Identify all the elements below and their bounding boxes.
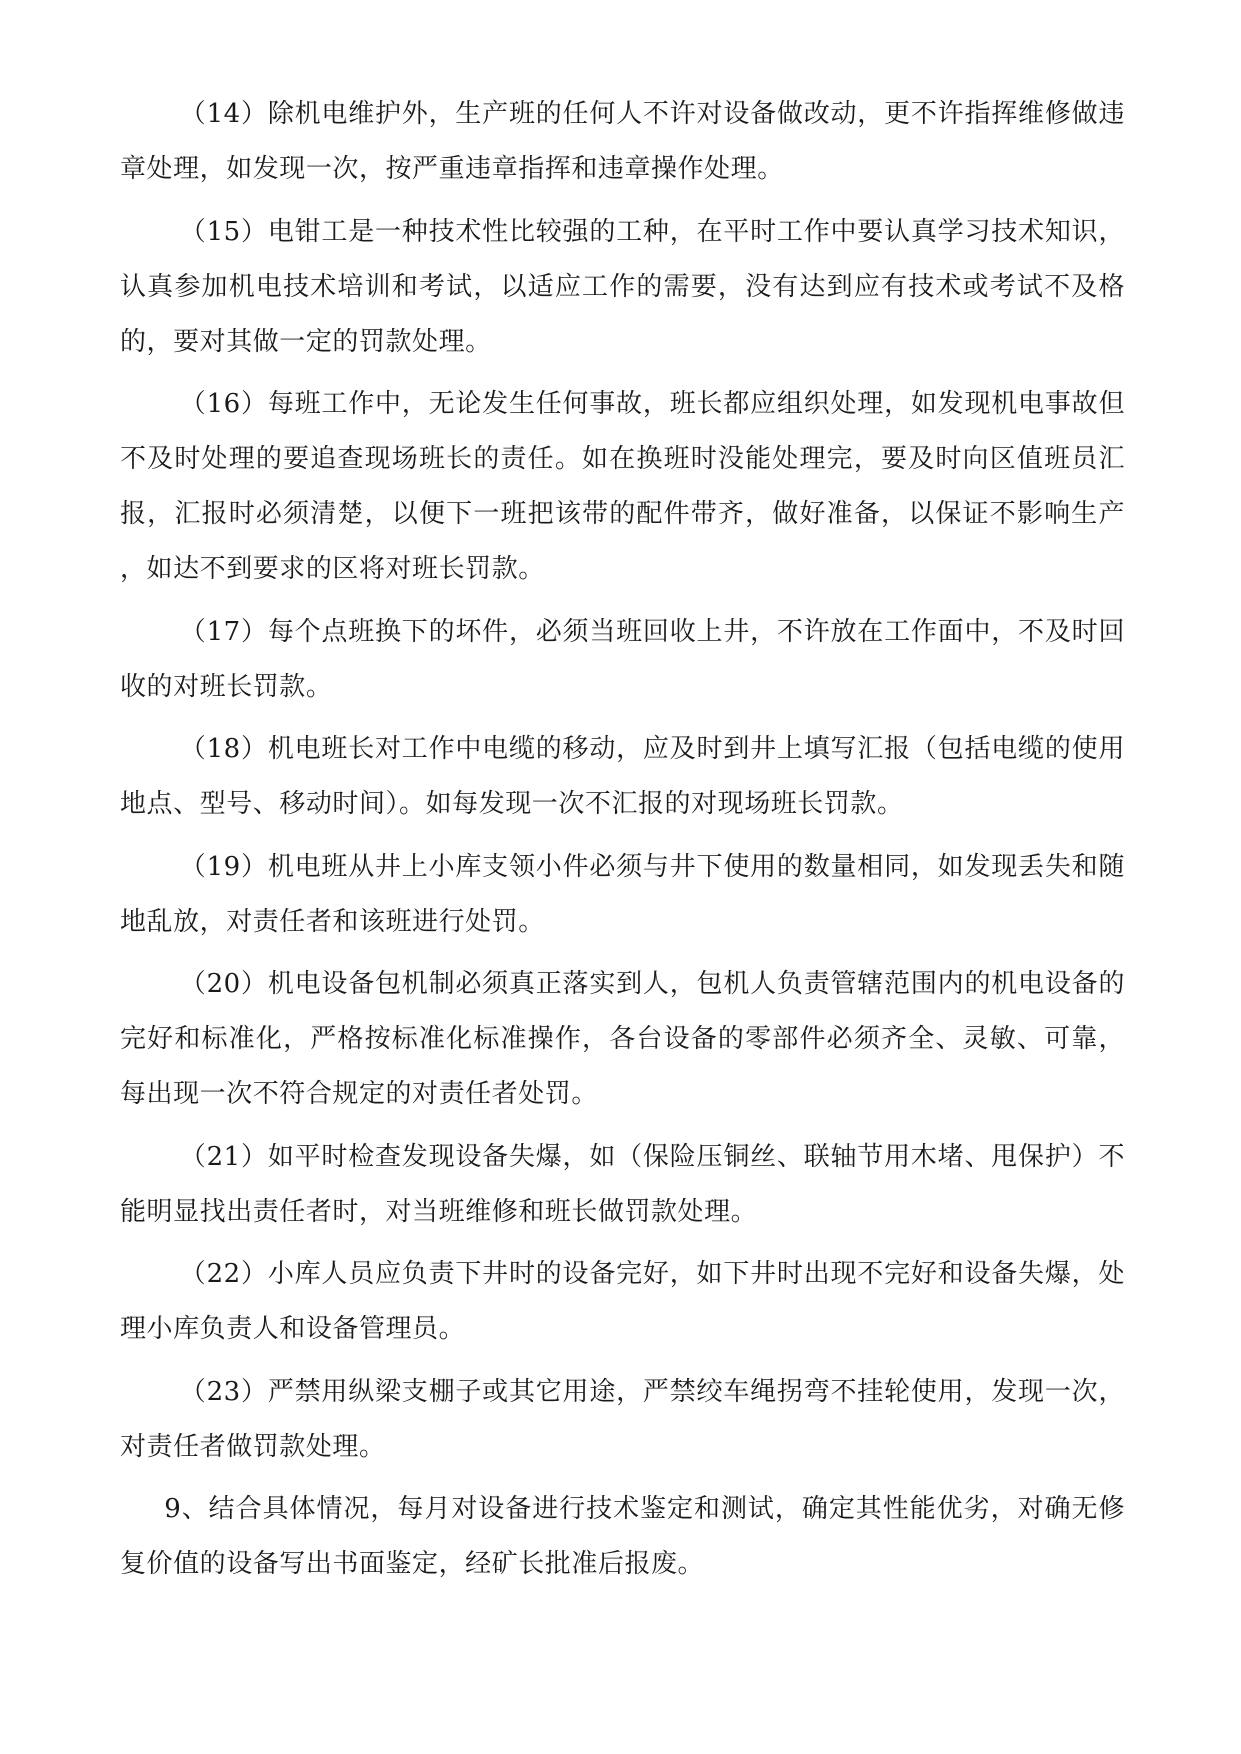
paragraph-item-16: （16）每班工作中，无论发生任何事故，班长都应组织处理，如发现机电事故但不及时处理的要追查现场班长的责任。如在换班时没能处理完，要及时向区值班员汇报，汇报时必须清楚，以便下一班把该带的配件带齐，做好准备，以保证不影响生产，如达不到要求的区将对班长罚款。 bbox=[120, 389, 1125, 584]
paragraph-item-20: （20）机电设备包机制必须真正落实到人，包机人负责管辖范围内的机电设备的完好和标准化，严格按标准化标准操作，各台设备的零部件必须齐全、灵敏、可靠，每出现一次不符合规定的对责任者处罚。 bbox=[120, 969, 1125, 1109]
paragraph-item-9: 9、结合具体情况，每月对设备进行技术鉴定和测试，确定其性能优劣，对确无修复价值的设备写出书面鉴定，经矿长批准后报废。 bbox=[120, 1494, 1125, 1579]
paragraph-item-14: （14）除机电维护外，生产班的任何人不许对设备做改动，更不许指挥维修做违章处理，如发现一次，按严重违章指挥和违章操作处理。 bbox=[120, 99, 1125, 184]
paragraph-item-22: （22）小库人员应负责下井时的设备完好，如下井时出现不完好和设备失爆，处理小库负责人和设备管理员。 bbox=[120, 1259, 1125, 1344]
paragraph-item-18: （18）机电班长对工作中电缆的移动，应及时到井上填写汇报（包括电缆的使用地点、型号、移动时间）。如每发现一次不汇报的对现场班长罚款。 bbox=[120, 734, 1125, 819]
paragraph-item-19: （19）机电班从井上小库支领小件必须与井下使用的数量相同，如发现丢失和随地乱放，对责任者和该班进行处罚。 bbox=[120, 851, 1125, 937]
document-body bbox=[120, 87, 1125, 1600]
paragraph-item-15: （15）电钳工是一种技术性比较强的工种，在平时工作中要认真学习技术知识，认真参加机电技术培训和考试，以适应工作的需要，没有达到应有技术或考试不及格的，要对其做一定的罚款处理。 bbox=[120, 216, 1125, 357]
paragraph-item-17: （17）每个点班换下的坏件，必须当班回收上井，不许放在工作面中，不及时回收的对班长罚款。 bbox=[120, 616, 1125, 702]
paragraph-item-21: （21）如平时检查发现设备失爆，如（保险压铜丝、联轴节用木堵、甩保护）不能明显找出责任者时，对当班维修和班长做罚款处理。 bbox=[120, 1141, 1125, 1227]
paragraph-item-23: （23）严禁用纵梁支棚子或其它用途，严禁绞车绳拐弯不挂轮使用，发现一次，对责任者做罚款处理。 bbox=[120, 1376, 1125, 1462]
